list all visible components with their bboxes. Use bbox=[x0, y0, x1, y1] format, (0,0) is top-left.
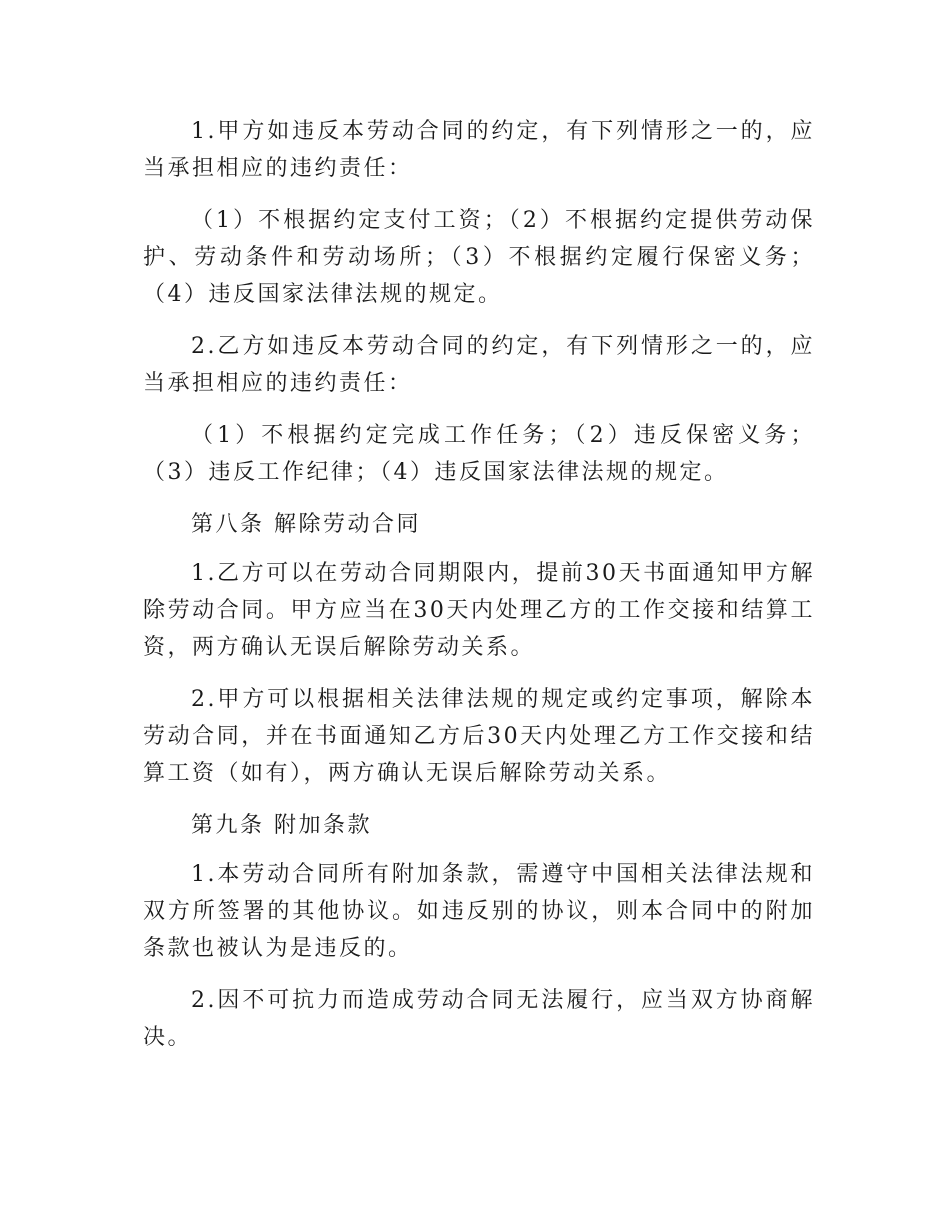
article-8-heading: 第八条 解除劳动合同 bbox=[191, 512, 421, 537]
clause-party-a-breach: 1.甲方如违反本劳动合同的约定，有下列情形之一的，应当承担相应的违约责任： bbox=[143, 119, 815, 181]
article-9-clause-2: 2.因不可抗力而造成劳动合同无法履行，应当双方协商解决。 bbox=[143, 988, 815, 1050]
article-8-clause-1: 1.乙方可以在劳动合同期限内，提前30天书面通知甲方解除劳动合同。甲方应当在30天内处理乙方的工作交接和结算工资，两方确认无误后解除劳动关系。 bbox=[143, 561, 815, 660]
document-body bbox=[143, 113, 815, 1071]
article-8-clause-2: 2.甲方可以根据相关法律法规的规定或约定事项，解除本劳动合同，并在书面通知乙方后30天内处理乙方工作交接和结算工资（如有），两方确认无误后解除劳动关系。 bbox=[143, 687, 815, 786]
clause-party-b-breach-items: （1）不根据约定完成工作任务；（2）违反保密义务；（3）违反工作纪律；（4）违反国家法律法规的规定。 bbox=[143, 423, 815, 485]
article-9-heading: 第九条 附加条款 bbox=[191, 813, 372, 838]
clause-party-a-breach-items: （1）不根据约定支付工资；（2）不根据约定提供劳动保护、劳动条件和劳动场所；（3）不根据约定履行保密义务；（4）违反国家法律法规的规定。 bbox=[143, 208, 815, 307]
clause-party-b-breach: 2.乙方如违反本劳动合同的约定，有下列情形之一的，应当承担相应的违约责任： bbox=[143, 334, 815, 396]
article-9-clause-1: 1.本劳动合同所有附加条款，需遵守中国相关法律法规和双方所签署的其他协议。如违反别的协议，则本合同中的附加条款也被认为是违反的。 bbox=[143, 862, 815, 961]
